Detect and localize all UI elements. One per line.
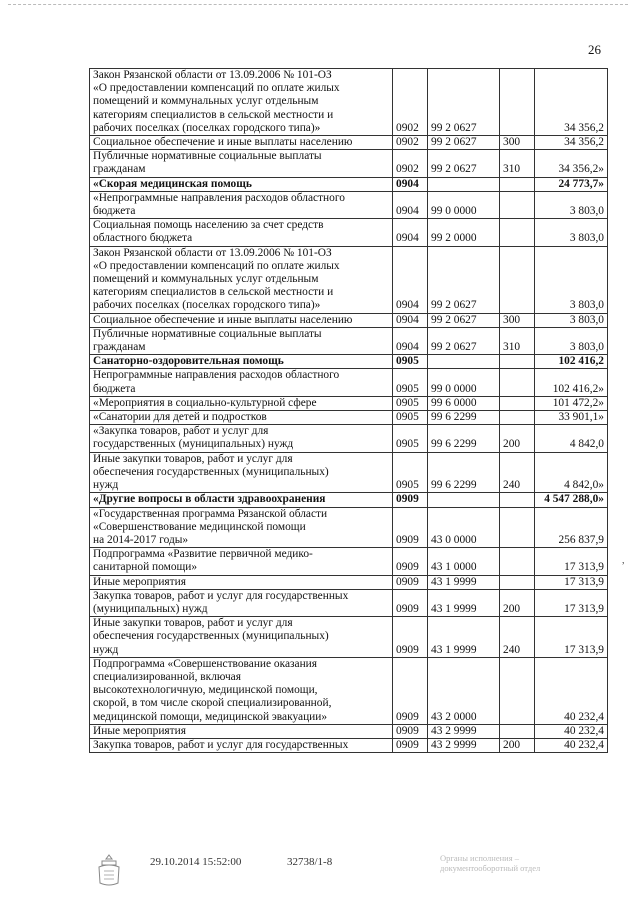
cell-section: 0905 (393, 396, 428, 410)
cell-name-line: Подпрограмма «Развитие первичной медико- (93, 548, 313, 561)
table-row (90, 369, 608, 396)
cell-name-line: (муниципальных) нужд (93, 602, 208, 615)
cell-name (90, 507, 393, 548)
cell-name-line: нужд (93, 479, 119, 492)
cell-expense-type: 240 (500, 452, 535, 493)
cell-sum: 3 803,0 (535, 246, 608, 313)
table-row (90, 548, 608, 575)
cell-name (90, 452, 393, 493)
cell-name (90, 69, 393, 136)
cell-sum: 3 803,0 (535, 191, 608, 218)
cell-target-article: 99 2 0627 (428, 150, 500, 177)
cell-target-article: 99 2 0000 (428, 219, 500, 246)
cell-target-article: 43 1 9999 (428, 617, 500, 658)
cell-name-line: «Мероприятия в социально-культурной сфере (93, 396, 317, 409)
cell-target-article: 99 6 2299 (428, 452, 500, 493)
cell-name (90, 177, 393, 191)
table-row (90, 136, 608, 150)
cell-section: 0909 (393, 738, 428, 752)
cell-name-line: «Непрограммные направления расходов областного (93, 191, 345, 204)
table-row (90, 493, 608, 507)
table-row (90, 313, 608, 327)
cell-sum: 102 416,2 (535, 355, 608, 369)
scan-top-edge (8, 4, 628, 6)
cell-name (90, 738, 393, 752)
table-row (90, 246, 608, 313)
cell-name-line: бюджета (93, 205, 136, 218)
cell-sum: 101 472,2» (535, 396, 608, 410)
table-row (90, 452, 608, 493)
cell-section: 0909 (393, 657, 428, 724)
cell-sum: 3 803,0 (535, 327, 608, 354)
cell-sum: 17 313,9 (535, 548, 608, 575)
table-row (90, 355, 608, 369)
cell-sum: 256 837,9 (535, 507, 608, 548)
cell-target-article: 43 2 9999 (428, 724, 500, 738)
cell-section: 0909 (393, 493, 428, 507)
cell-sum: 17 313,9 (535, 617, 608, 658)
table-row (90, 425, 608, 452)
cell-sum: 40 232,4 (535, 657, 608, 724)
cell-section: 0905 (393, 411, 428, 425)
cell-name (90, 136, 393, 150)
cell-sum: 3 803,0 (535, 219, 608, 246)
cell-target-article: 43 1 9999 (428, 589, 500, 616)
cell-sum: 4 842,0» (535, 452, 608, 493)
cell-expense-type: 240 (500, 617, 535, 658)
cell-sum: 102 416,2» (535, 369, 608, 396)
cell-expense-type (500, 191, 535, 218)
table-row (90, 724, 608, 738)
footer-stamp-line: документооборотный отдел (440, 863, 541, 873)
cell-name-line: «Скорая медицинская помощь (93, 177, 252, 190)
cell-target-article: 99 2 0627 (428, 69, 500, 136)
table-row (90, 589, 608, 616)
cell-section: 0904 (393, 313, 428, 327)
cell-name (90, 313, 393, 327)
margin-mark: , (622, 555, 625, 566)
cell-name (90, 396, 393, 410)
cell-name-line: Иные мероприятия (93, 724, 186, 737)
table-row (90, 150, 608, 177)
cell-name (90, 246, 393, 313)
cell-name (90, 724, 393, 738)
table-row (90, 507, 608, 548)
cell-name-line: «Государственная программа Рязанской области (93, 507, 328, 520)
cell-expense-type (500, 575, 535, 589)
page-number: 26 (588, 42, 601, 57)
cell-target-article (428, 355, 500, 369)
cell-name-line: Иные мероприятия (93, 575, 186, 588)
cell-name-line: Закон Рязанской области от 13.09.2006 № 101-ОЗ (93, 246, 332, 259)
cell-sum: 17 313,9 (535, 575, 608, 589)
cell-target-article: 99 6 2299 (428, 425, 500, 452)
cell-name (90, 493, 393, 507)
cell-name-line: государственных (муниципальных) нужд (93, 438, 294, 451)
cell-target-article: 99 2 0627 (428, 327, 500, 354)
cell-section: 0902 (393, 69, 428, 136)
cell-section: 0904 (393, 219, 428, 246)
cell-name (90, 657, 393, 724)
cell-target-article: 99 2 0627 (428, 313, 500, 327)
cell-sum: 34 356,2 (535, 136, 608, 150)
table-row (90, 219, 608, 246)
emblem-icon (94, 853, 124, 887)
table-row (90, 575, 608, 589)
cell-name-line: Социальное обеспечение и иные выплаты населению (93, 136, 353, 149)
cell-name-line: обеспечения государственных (муниципальных) (93, 465, 329, 478)
cell-expense-type: 300 (500, 136, 535, 150)
cell-expense-type (500, 411, 535, 425)
cell-name (90, 548, 393, 575)
cell-name (90, 411, 393, 425)
cell-name-line: на 2014-2017 годы» (93, 533, 189, 546)
cell-target-article: 43 2 9999 (428, 738, 500, 752)
cell-section: 0904 (393, 246, 428, 313)
cell-sum: 3 803,0 (535, 313, 608, 327)
cell-name (90, 355, 393, 369)
cell-target-article: 99 0 0000 (428, 191, 500, 218)
budget-table (89, 68, 608, 753)
table-row (90, 396, 608, 410)
footer-doc-number: 32738/1-8 (287, 856, 333, 868)
cell-name-line: «Совершенствование медицинской помощи (93, 520, 306, 533)
cell-name-line: «Санатории для детей и подростков (93, 411, 267, 424)
footer-stamp (440, 853, 540, 873)
table-row (90, 738, 608, 752)
footer-stamp-line: Органы исполнения – (440, 853, 519, 863)
cell-expense-type (500, 396, 535, 410)
cell-target-article: 99 6 2299 (428, 411, 500, 425)
cell-section: 0905 (393, 355, 428, 369)
cell-section: 0909 (393, 507, 428, 548)
cell-name (90, 219, 393, 246)
cell-name-line: Социальное обеспечение и иные выплаты населению (93, 313, 353, 326)
cell-target-article: 43 1 9999 (428, 575, 500, 589)
cell-sum: 40 232,4 (535, 724, 608, 738)
cell-target-article (428, 493, 500, 507)
cell-section: 0904 (393, 191, 428, 218)
cell-name-line: обеспечения государственных (муниципальных) (93, 630, 329, 643)
cell-expense-type (500, 219, 535, 246)
cell-target-article: 43 1 0000 (428, 548, 500, 575)
cell-expense-type (500, 507, 535, 548)
cell-name-line: Закупка товаров, работ и услуг для государственных (93, 738, 349, 751)
cell-expense-type (500, 69, 535, 136)
cell-expense-type (500, 493, 535, 507)
cell-name (90, 191, 393, 218)
table-row (90, 191, 608, 218)
cell-name-line: Иные закупки товаров, работ и услуг для (93, 617, 293, 630)
cell-section: 0909 (393, 724, 428, 738)
cell-expense-type (500, 355, 535, 369)
cell-name-line: Публичные нормативные социальные выплаты (93, 327, 322, 340)
cell-sum: 34 356,2» (535, 150, 608, 177)
cell-expense-type: 310 (500, 327, 535, 354)
cell-name-line: помещений и коммунальных услуг отдельным (93, 273, 319, 286)
cell-section: 0904 (393, 177, 428, 191)
cell-name-line: специализированной, включая (93, 670, 241, 683)
cell-name-line: Социальная помощь населению за счет средств (93, 219, 324, 232)
cell-name-line: медицинской помощи, медицинской эвакуации» (93, 710, 328, 723)
cell-name-line: гражданам (93, 341, 146, 354)
cell-expense-type (500, 177, 535, 191)
cell-expense-type (500, 369, 535, 396)
cell-name-line: высокотехнологичную, медицинской помощи, (93, 684, 318, 697)
cell-name-line: Непрограммные направления расходов областного (93, 369, 340, 382)
table-row (90, 177, 608, 191)
cell-name-line: «О предоставлении компенсаций по оплате жилых (93, 82, 340, 95)
table-row (90, 617, 608, 658)
cell-expense-type (500, 724, 535, 738)
cell-sum: 34 356,2 (535, 69, 608, 136)
cell-section: 0905 (393, 425, 428, 452)
footer-datetime: 29.10.2014 15:52:00 (150, 856, 242, 868)
cell-name-line: скорой, в том числе скорой специализированной, (93, 697, 332, 710)
cell-name-line: категориям специалистов в сельской местности и (93, 286, 334, 299)
cell-target-article: 43 0 0000 (428, 507, 500, 548)
table-row (90, 411, 608, 425)
cell-name-line: «Другие вопросы в области здравоохранения (93, 493, 326, 506)
cell-target-article: 43 2 0000 (428, 657, 500, 724)
cell-name (90, 425, 393, 452)
cell-target-article: 99 0 0000 (428, 369, 500, 396)
cell-sum: 4 842,0 (535, 425, 608, 452)
cell-name (90, 575, 393, 589)
budget-table-body (90, 69, 608, 753)
table-row (90, 327, 608, 354)
cell-name-line: санитарной помощи» (93, 561, 198, 574)
cell-name-line: Санаторно-оздоровительная помощь (93, 355, 284, 368)
cell-sum: 24 773,7» (535, 177, 608, 191)
cell-expense-type: 310 (500, 150, 535, 177)
cell-name (90, 617, 393, 658)
cell-section: 0909 (393, 548, 428, 575)
cell-target-article (428, 177, 500, 191)
cell-name-line: нужд (93, 643, 119, 656)
cell-expense-type: 300 (500, 313, 535, 327)
cell-target-article: 99 6 0000 (428, 396, 500, 410)
cell-target-article: 99 2 0627 (428, 246, 500, 313)
cell-name-line: категориям специалистов в сельской местности и (93, 108, 334, 121)
cell-name (90, 589, 393, 616)
cell-name-line: Закупка товаров, работ и услуг для государственных (93, 589, 349, 602)
table-row (90, 657, 608, 724)
cell-name (90, 327, 393, 354)
cell-sum: 4 547 288,0» (535, 493, 608, 507)
cell-section: 0902 (393, 136, 428, 150)
cell-name-line: рабочих поселках (поселках городского типа)» (93, 121, 321, 134)
cell-name (90, 369, 393, 396)
cell-section: 0905 (393, 452, 428, 493)
cell-name-line: гражданам (93, 163, 146, 176)
cell-name-line: бюджета (93, 382, 136, 395)
cell-section: 0909 (393, 575, 428, 589)
cell-section: 0905 (393, 369, 428, 396)
cell-expense-type: 200 (500, 425, 535, 452)
cell-expense-type: 200 (500, 738, 535, 752)
cell-name-line: помещений и коммунальных услуг отдельным (93, 95, 319, 108)
cell-name-line: Иные закупки товаров, работ и услуг для (93, 452, 293, 465)
cell-section: 0909 (393, 589, 428, 616)
cell-name-line: «О предоставлении компенсаций по оплате жилых (93, 259, 340, 272)
cell-expense-type: 200 (500, 589, 535, 616)
cell-target-article: 99 2 0627 (428, 136, 500, 150)
cell-section: 0904 (393, 327, 428, 354)
cell-name-line: Закон Рязанской области от 13.09.2006 № 101-ОЗ (93, 69, 332, 81)
cell-name-line: Подпрограмма «Совершенствование оказания (93, 657, 318, 670)
cell-sum: 40 232,4 (535, 738, 608, 752)
table-row (90, 69, 608, 136)
cell-name-line: Публичные нормативные социальные выплаты (93, 150, 322, 163)
cell-section: 0909 (393, 617, 428, 658)
cell-name-line: «Закупка товаров, работ и услуг для (93, 425, 269, 438)
cell-expense-type (500, 548, 535, 575)
cell-name-line: областного бюджета (93, 232, 193, 245)
cell-sum: 33 901,1» (535, 411, 608, 425)
cell-section: 0902 (393, 150, 428, 177)
cell-sum: 17 313,9 (535, 589, 608, 616)
cell-expense-type (500, 657, 535, 724)
cell-name-line: рабочих поселках (поселках городского типа)» (93, 299, 321, 312)
cell-expense-type (500, 246, 535, 313)
cell-name (90, 150, 393, 177)
